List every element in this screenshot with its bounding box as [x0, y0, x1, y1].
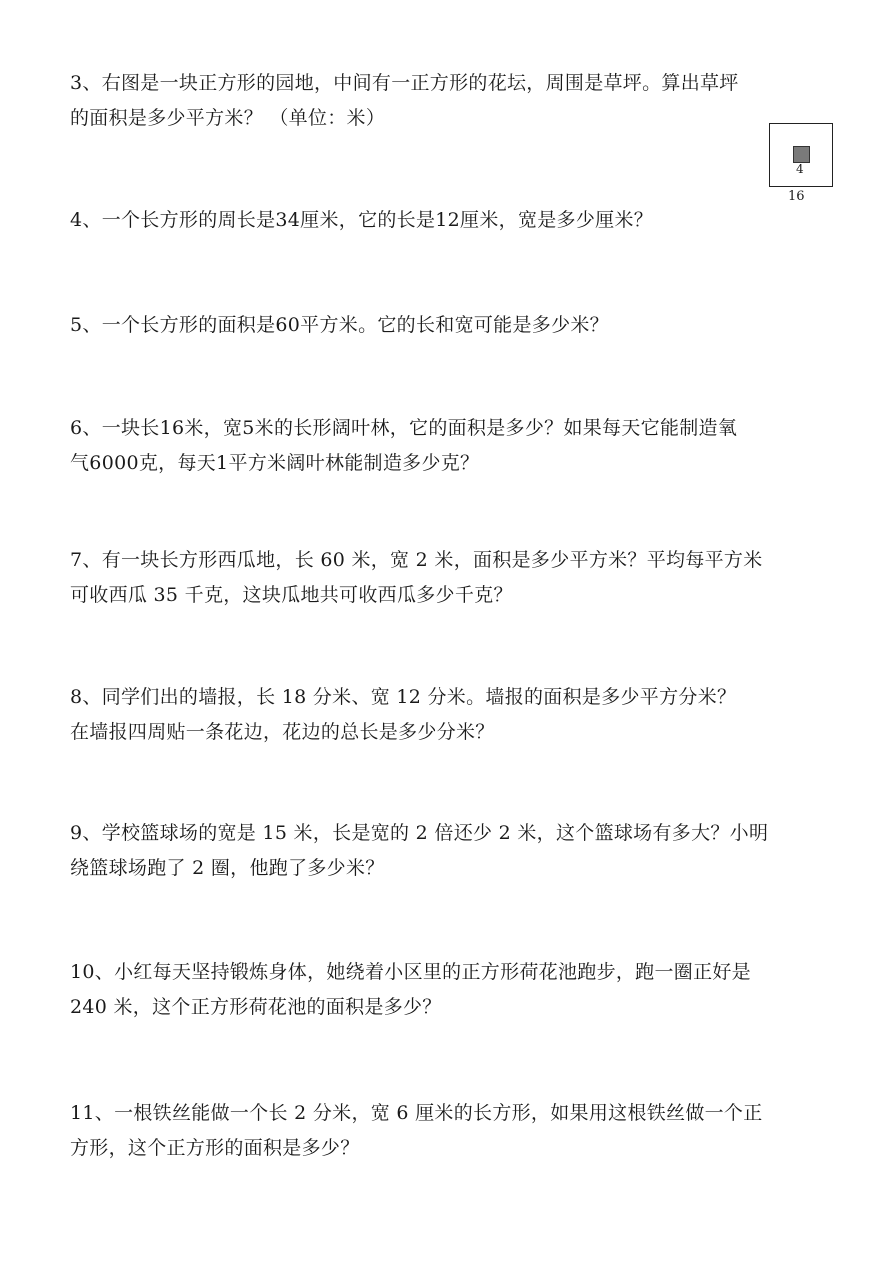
problem-8-line-1: 8、同学们出的墙报，长 18 分米、宽 12 分米。墙报的面积是多少平方分米？ — [70, 686, 737, 708]
problem-3 — [70, 66, 800, 136]
problem-3-line-2: 的面积是多少平方米？ （单位：米） — [70, 107, 386, 129]
problem-6-line-2: 气6000克，每天1平方米阔叶林能制造多少克？ — [70, 452, 480, 474]
problem-6-line-1: 6、一块长16米，宽5米的长形阔叶林，它的面积是多少？如果每天它能制造氧 — [70, 417, 738, 439]
problem-5-line-1: 5、一个长方形的面积是60平方米。它的长和宽可能是多少米？ — [70, 314, 609, 336]
problem-9-line-1: 9、学校篮球场的宽是 15 米，长是宽的 2 倍还少 2 米，这个篮球场有多大？小明 — [70, 822, 769, 844]
problem-11 — [70, 1096, 800, 1166]
garden-figure — [769, 123, 833, 187]
problem-9-line-2: 绕篮球场跑了 2 圈，他跑了多少米？ — [70, 857, 385, 879]
problem-7-line-1: 7、有一块长方形西瓜地，长 60 米，宽 2 米，面积是多少平方米？平均每平方米 — [70, 549, 763, 571]
problem-4-line-1: 4、一个长方形的周长是34厘米，它的长是12厘米，宽是多少厘米？ — [70, 209, 654, 231]
problem-5 — [70, 308, 800, 343]
problem-10-line-1: 10、小红每天坚持锻炼身体，她绕着小区里的正方形荷花池跑步，跑一圈正好是 — [70, 961, 751, 983]
problem-7 — [70, 543, 800, 613]
problem-6 — [70, 411, 800, 481]
problem-9 — [70, 816, 800, 886]
flower-bed-square — [793, 146, 810, 163]
flower-bed-side-label: 4 — [796, 162, 804, 176]
problem-11-line-1: 11、一根铁丝能做一个长 2 分米，宽 6 厘米的长方形，如果用这根铁丝做一个正 — [70, 1102, 763, 1124]
problem-8-line-2: 在墙报四周贴一条花边，花边的总长是多少分米？ — [70, 721, 495, 743]
problem-8 — [70, 680, 800, 750]
problem-3-line-1: 3、右图是一块正方形的园地，中间有一正方形的花坛，周围是草坪。算出草坪 — [70, 72, 739, 94]
problem-10-line-2: 240 米，这个正方形荷花池的面积是多少？ — [70, 996, 442, 1018]
problem-7-line-2: 可收西瓜 35 千克，这块瓜地共可收西瓜多少千克？ — [70, 584, 513, 606]
problem-10 — [70, 955, 800, 1025]
garden-side-label: 16 — [788, 189, 805, 204]
problem-4 — [70, 203, 800, 238]
problem-11-line-2: 方形，这个正方形的面积是多少？ — [70, 1137, 360, 1159]
